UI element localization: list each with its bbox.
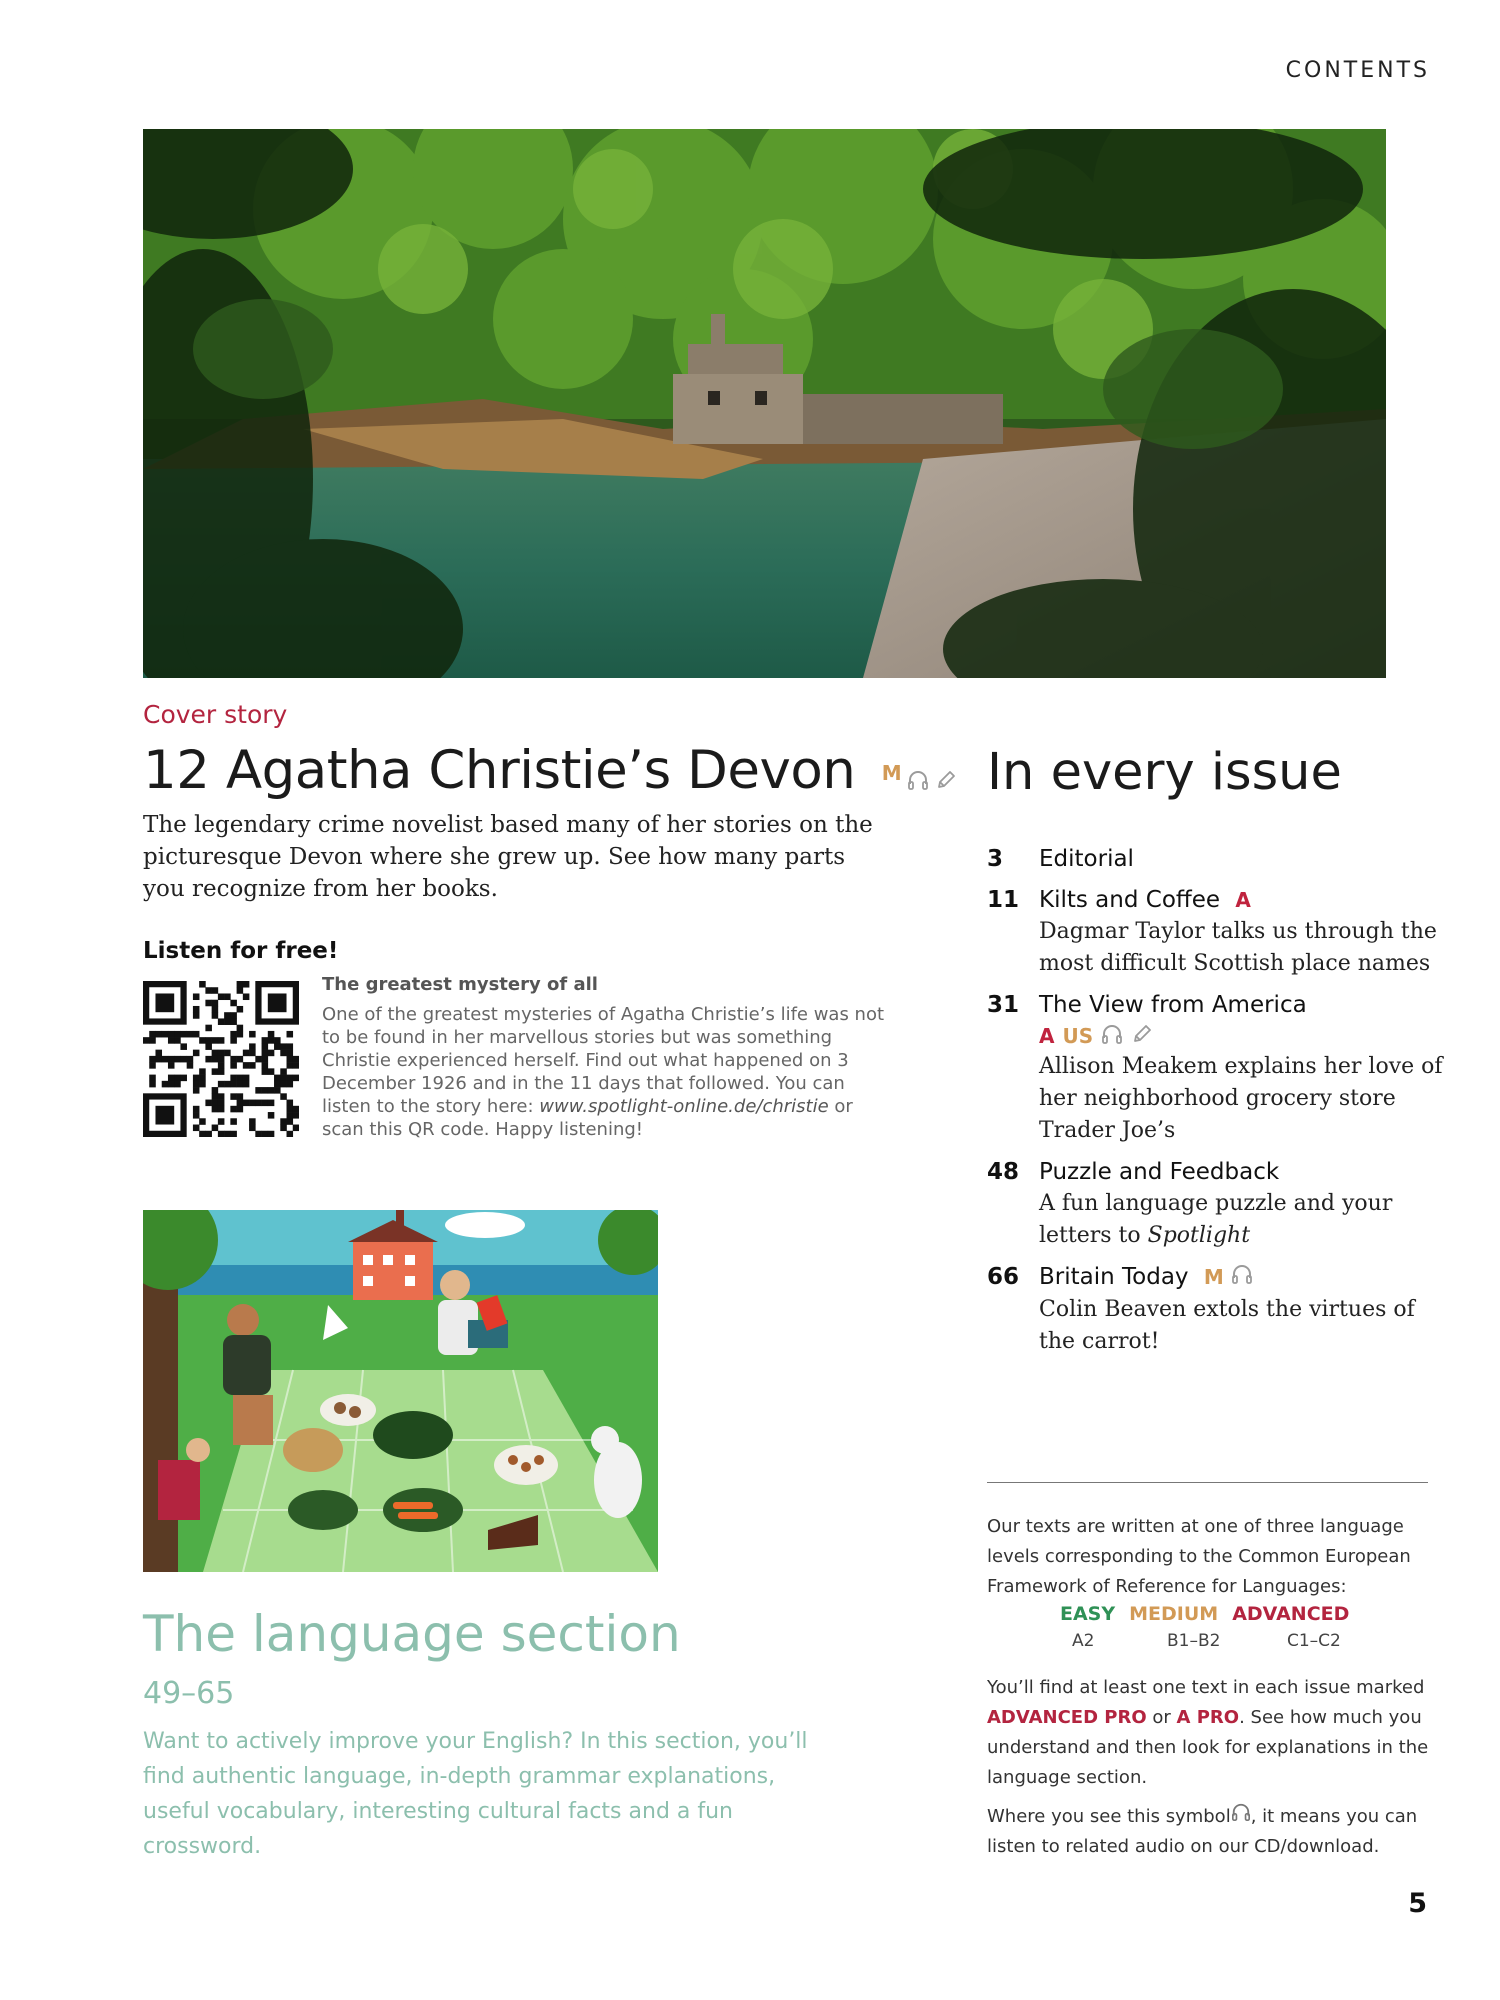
level-easy-code: A2 [1072, 1631, 1095, 1651]
level-tag: M [1203, 1265, 1224, 1289]
advanced-pro-label: ADVANCED PRO [987, 1707, 1147, 1728]
cover-photo [143, 129, 1386, 678]
toc-page-number: 48 [987, 1159, 1020, 1185]
toc-item-description: Dagmar Taylor talks us through the most difficult Scottish place names [1039, 919, 1437, 976]
level-tag: M [881, 761, 902, 786]
divider [987, 1482, 1428, 1483]
pro-note-text-end: . See how much you understand and then look for explanations in the language section. [987, 1707, 1429, 1788]
pencil-icon [935, 743, 957, 804]
listen-url[interactable]: www.spotlight-online.de/christie [539, 1096, 829, 1117]
cover-title-text: Agatha Christie’s Devon [225, 740, 856, 801]
headphones-icon [1101, 1023, 1123, 1049]
section-label: CONTENTS [1285, 58, 1430, 83]
toc-list [987, 843, 1447, 1367]
level-medium-code: B1–B2 [1167, 1631, 1221, 1651]
listen-body-text-end: or scan this QR code. Happy listening! [322, 1096, 853, 1140]
toc-item-name: Editorial [1039, 846, 1134, 872]
qr-code[interactable] [143, 981, 299, 1137]
toc-item-description: Allison Meakem explains her love of her neighborhood grocery store Trader Joe’s [1039, 1054, 1443, 1143]
listen-heading: Listen for free! [143, 938, 339, 964]
audio-note [987, 1802, 1437, 1862]
toc-item-view-from-america[interactable] [987, 989, 1447, 1147]
cover-title[interactable] [143, 740, 957, 804]
toc-page-number: 66 [987, 1264, 1020, 1290]
cover-level-tags [882, 743, 957, 804]
listen-body [322, 1003, 892, 1141]
toc-page-number: 31 [987, 992, 1020, 1018]
level-easy: EASY [1060, 1603, 1116, 1625]
audio-note-text-end: , it means you can listen to related audio on our CD/download. [987, 1806, 1418, 1857]
level-advanced: ADVANCED [1232, 1603, 1350, 1625]
toc-item-description: Colin Beaven extols the virtues of the carrot! [1039, 1296, 1415, 1354]
cover-kicker: Cover story [143, 700, 288, 729]
pro-note [987, 1673, 1437, 1793]
level-tag: A [1235, 888, 1251, 912]
a-pro-label: A PRO [1176, 1707, 1240, 1728]
region-tag: US [1062, 1024, 1094, 1048]
language-section-description: Want to actively improve your English? In this section, you’ll find authentic language, in-depth grammar explanations, useful vocabulary, interesting cultural facts and a fun crossword. [143, 1729, 808, 1859]
pro-note-or: or [1146, 1707, 1177, 1728]
toc-item-name-text: Britain Today [1039, 1264, 1189, 1290]
listen-subheading: The greatest mystery of all [322, 974, 598, 995]
toc-item-name [1039, 1261, 1447, 1294]
levels-legend [1060, 1603, 1390, 1651]
pro-note-text: You’ll find at least one text in each issue marked [987, 1677, 1425, 1698]
headphones-icon [1231, 1802, 1251, 1832]
audio-note-text: Where you see this symbol [987, 1806, 1231, 1827]
toc-page-number: 3 [987, 846, 1004, 872]
level-medium: MEDIUM [1129, 1603, 1219, 1625]
level-advanced-code: C1–C2 [1287, 1631, 1341, 1651]
language-section-pages: 49–65 [143, 1676, 235, 1711]
toc-item-description [1039, 1188, 1447, 1252]
cover-description: The legendary crime novelist based many of her stories on the picturesque Devon where she grew up. See how many parts you recognize from her books. [143, 812, 873, 902]
toc-item-britain-today[interactable] [987, 1261, 1447, 1358]
magazine-name: Spotlight [1147, 1223, 1251, 1248]
toc-item-puzzle-and-feedback[interactable] [987, 1156, 1447, 1252]
page-number: 5 [1408, 1888, 1427, 1919]
language-section-title: The language section [143, 1605, 681, 1663]
toc-item-description-text: A fun language puzzle and your letters to [1039, 1191, 1393, 1248]
listen-body-text: One of the greatest mysteries of Agatha Christie’s life was not to be found in her marvellous stories but was something Christie experienced herself. Find out what happened on 3 December 1926 and in the 11 days that followed. You can listen to the story here: [322, 1004, 885, 1117]
pencil-icon [1131, 1023, 1153, 1049]
toc-page-number: 11 [987, 887, 1020, 913]
toc-item-name [1039, 884, 1447, 916]
toc-item-name: Puzzle and Feedback [1039, 1159, 1280, 1185]
cover-page-number: 12 [143, 740, 210, 801]
toc-item-name: The View from America [1039, 992, 1307, 1018]
headphones-icon [907, 743, 929, 804]
headphones-icon [1231, 1262, 1253, 1294]
levels-intro: Our texts are written at one of three language levels corresponding to the Common European Framework of Reference for Languages: [987, 1516, 1411, 1597]
toc-item-kilts-and-coffee[interactable] [987, 884, 1447, 980]
picnic-illustration [143, 1210, 658, 1572]
every-issue-title: In every issue [987, 743, 1342, 802]
level-tag: A [1039, 1024, 1055, 1048]
toc-item-editorial[interactable] [987, 843, 1447, 875]
toc-item-name-text: Kilts and Coffee [1039, 887, 1221, 913]
toc-item-tags [1039, 1021, 1447, 1051]
